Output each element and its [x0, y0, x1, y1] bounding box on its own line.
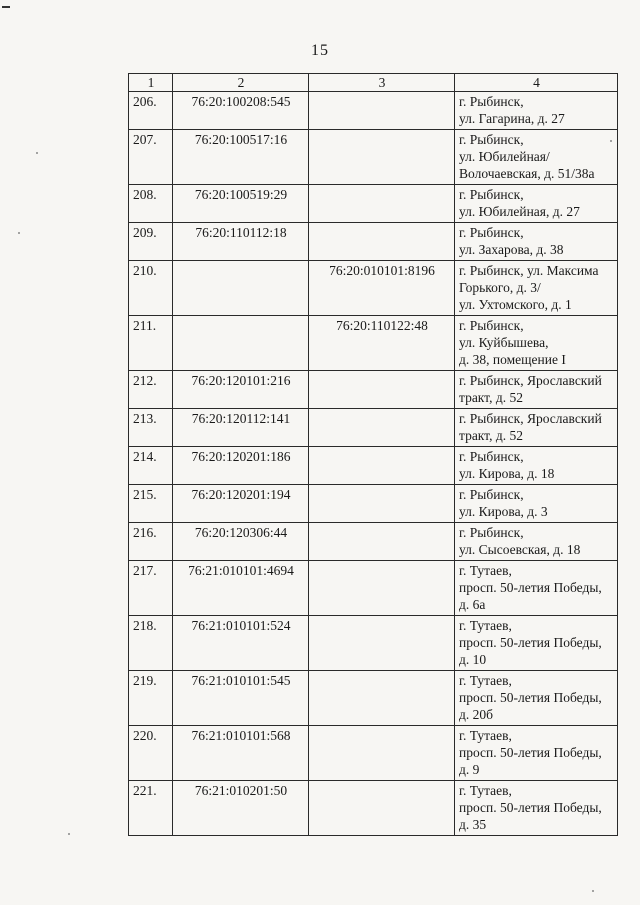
table-row — [129, 561, 618, 616]
column-header-4: 4 — [455, 74, 618, 92]
cadastral-number-room — [309, 130, 455, 185]
cadastral-number-room — [309, 781, 455, 836]
address: г. Рыбинск, Ярославский тракт, д. 52 — [455, 371, 618, 409]
row-number: 211. — [129, 316, 173, 371]
cadastral-number-room: 76:20:110122:48 — [309, 316, 455, 371]
row-number: 217. — [129, 561, 173, 616]
scan-speck — [18, 232, 20, 234]
row-number: 220. — [129, 726, 173, 781]
table-row — [129, 409, 618, 447]
address: г. Рыбинск, ул. Максима Горького, д. 3/ ул. Ухтомского, д. 1 — [455, 261, 618, 316]
table-row — [129, 223, 618, 261]
row-number: 208. — [129, 185, 173, 223]
scan-speck — [592, 890, 594, 892]
cadastral-number-room: 76:20:010101:8196 — [309, 261, 455, 316]
column-header-1: 1 — [129, 74, 173, 92]
address: г. Рыбинск, ул. Сысоевская, д. 18 — [455, 523, 618, 561]
address: г. Рыбинск, ул. Кирова, д. 18 — [455, 447, 618, 485]
cadastral-number-building: 76:20:100519:29 — [173, 185, 309, 223]
address: г. Тутаев, просп. 50-летия Победы, д. 10 — [455, 616, 618, 671]
table-row — [129, 371, 618, 409]
cadastral-number-building: 76:21:010201:50 — [173, 781, 309, 836]
row-number: 206. — [129, 92, 173, 130]
table-row — [129, 185, 618, 223]
table-row — [129, 316, 618, 371]
cadastral-number-room — [309, 485, 455, 523]
table-row — [129, 447, 618, 485]
cadastral-number-room — [309, 371, 455, 409]
cadastral-number-building: 76:20:120112:141 — [173, 409, 309, 447]
cadastral-number-building: 76:21:010101:524 — [173, 616, 309, 671]
registry-table — [128, 73, 618, 836]
table-row — [129, 671, 618, 726]
cadastral-number-building: 76:21:010101:568 — [173, 726, 309, 781]
table-row — [129, 616, 618, 671]
cadastral-number-room — [309, 561, 455, 616]
row-number: 216. — [129, 523, 173, 561]
table-row — [129, 130, 618, 185]
table-row — [129, 781, 618, 836]
table-row — [129, 485, 618, 523]
header-row — [129, 74, 618, 92]
row-number: 214. — [129, 447, 173, 485]
cadastral-number-building: 76:20:120306:44 — [173, 523, 309, 561]
address: г. Тутаев, просп. 50-летия Победы, д. 20б — [455, 671, 618, 726]
address: г. Рыбинск, ул. Юбилейная/ Волочаевская, д. 51/38а — [455, 130, 618, 185]
row-number: 209. — [129, 223, 173, 261]
table-row — [129, 261, 618, 316]
cadastral-number-building: 76:20:100517:16 — [173, 130, 309, 185]
address: г. Рыбинск, ул. Захарова, д. 38 — [455, 223, 618, 261]
cadastral-number-room — [309, 92, 455, 130]
address: г. Тутаев, просп. 50-летия Победы, д. 9 — [455, 726, 618, 781]
scan-speck — [610, 140, 612, 142]
table-row — [129, 726, 618, 781]
address: г. Рыбинск, ул. Кирова, д. 3 — [455, 485, 618, 523]
address: г. Тутаев, просп. 50-летия Победы, д. 6а — [455, 561, 618, 616]
address: г. Тутаев, просп. 50-летия Победы, д. 35 — [455, 781, 618, 836]
scan-speck — [68, 833, 70, 835]
cadastral-number-building: 76:20:120201:186 — [173, 447, 309, 485]
cadastral-number-room — [309, 409, 455, 447]
cadastral-number-building: 76:20:110112:18 — [173, 223, 309, 261]
cadastral-number-building: 76:21:010101:545 — [173, 671, 309, 726]
address: г. Рыбинск, Ярославский тракт, д. 52 — [455, 409, 618, 447]
cadastral-number-building — [173, 261, 309, 316]
row-number: 207. — [129, 130, 173, 185]
cadastral-number-building: 76:21:010101:4694 — [173, 561, 309, 616]
cadastral-number-room — [309, 223, 455, 261]
cadastral-number-room — [309, 447, 455, 485]
address: г. Рыбинск, ул. Юбилейная, д. 27 — [455, 185, 618, 223]
cadastral-number-room — [309, 726, 455, 781]
cadastral-number-building: 76:20:120101:216 — [173, 371, 309, 409]
cadastral-number-room — [309, 523, 455, 561]
cadastral-number-building: 76:20:100208:545 — [173, 92, 309, 130]
cadastral-number-building: 76:20:120201:194 — [173, 485, 309, 523]
cadastral-number-room — [309, 616, 455, 671]
row-number: 213. — [129, 409, 173, 447]
row-number: 219. — [129, 671, 173, 726]
row-number: 221. — [129, 781, 173, 836]
page-number: 15 — [311, 42, 329, 59]
cadastral-number-room — [309, 185, 455, 223]
column-header-2: 2 — [173, 74, 309, 92]
address: г. Рыбинск, ул. Куйбышева, д. 38, помещение I — [455, 316, 618, 371]
table-row — [129, 523, 618, 561]
row-number: 210. — [129, 261, 173, 316]
scan-mark — [2, 6, 10, 8]
column-header-3: 3 — [309, 74, 455, 92]
row-number: 212. — [129, 371, 173, 409]
cadastral-number-room — [309, 671, 455, 726]
cadastral-number-building — [173, 316, 309, 371]
scan-speck — [36, 152, 38, 154]
table-row — [129, 92, 618, 130]
row-number: 218. — [129, 616, 173, 671]
row-number: 215. — [129, 485, 173, 523]
address: г. Рыбинск, ул. Гагарина, д. 27 — [455, 92, 618, 130]
